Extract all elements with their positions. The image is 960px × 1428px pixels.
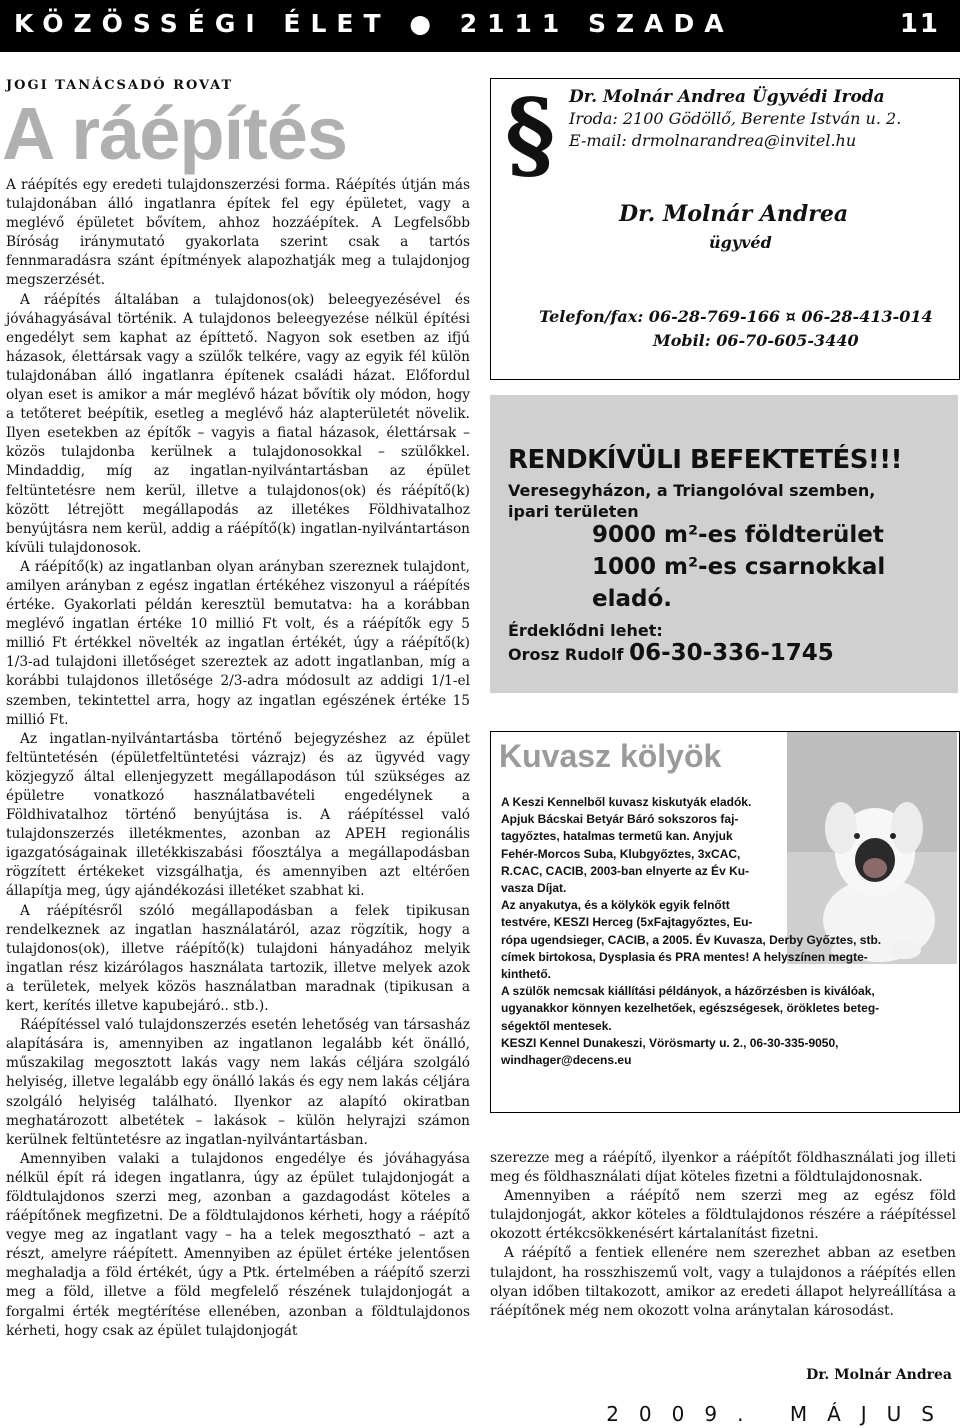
article-left-column xyxy=(6,176,470,1341)
magazine-title: KÖZÖSSÉGI ÉLET ● 2111 SZADA xyxy=(14,9,734,38)
lawyer-email: E-mail: drmolnarandrea@invitel.hu xyxy=(569,131,857,150)
lawyer-office: Dr. Molnár Andrea Ügyvédi Iroda xyxy=(569,87,885,107)
contact-name: Orosz Rudolf xyxy=(508,645,624,664)
location-line: Veresegyházon, a Triangolóval szemben, xyxy=(508,481,876,500)
page-header xyxy=(0,0,960,52)
kuvasz-title: Kuvasz kölyök xyxy=(499,738,722,774)
kuvasz-line: rópa ugendsieger, CACIB, a 2005. Év Kuvasza, Derby Győztes, stb. xyxy=(501,932,882,947)
section-label: JOGI TANÁCSADÓ ROVAT xyxy=(6,78,234,93)
investment-contact xyxy=(508,620,834,666)
lawyer-ad xyxy=(490,78,960,380)
author-signature: Dr. Molnár Andrea xyxy=(806,1367,952,1383)
lawyer-name: Dr. Molnár Andrea xyxy=(619,201,849,227)
kuvasz-line: KESZI Kennel Dunakeszi, Vörösmarty u. 2., 06-30-335-9050, xyxy=(501,1035,839,1050)
kuvasz-line: ségektől mentesek. xyxy=(501,1018,612,1033)
kuvasz-line: testvére, KESZI Herceg (5xFajtagyőztes, Eu- xyxy=(501,915,753,930)
kuvasz-line: windhager@decens.eu xyxy=(501,1053,632,1068)
kuvasz-line: A Keszi Kennelből kuvasz kiskutyák eladók. xyxy=(501,795,752,809)
paragraph: Amennyiben a ráépítő nem szerzi meg az egész föld tulajdonjogát, akkor köteles a földtulajdonos részére a ráépítéssel okozott értékcsökkenésért kártalanítást fizetni. xyxy=(490,1188,956,1243)
issue-date: 2009. MÁJUS xyxy=(606,1402,954,1426)
paragraph: A ráépítő a fentiek ellenére nem szerezhet abban az esetben tulajdont, ha rosszhiszemű volt, vagy a tulajdonos a ráépítés ellen olyan időben tiltakozott, amikor az eredeti állapot helyreállítása a ráépítőnek még nem okozott volna aránytalan károsodást. xyxy=(490,1245,956,1319)
lawyer-address: Iroda: 2100 Gödöllő, Berente István u. 2. xyxy=(569,109,902,128)
page-number: 11 xyxy=(899,9,940,39)
section-sign-icon: § xyxy=(505,78,556,191)
paragraph: A ráépítő(k) az ingatlanban olyan arányban szereznek tulajdont, amilyen arányban z egész ingatlan értékéhez viszonyul a ráépítés értéke. Gyakorlati példán keresztül bemutatva: ha a korábban meglévő ingatlan értéke 10 millió Ft volt, és a ráépítők egy 5 millió Ft értékkel növelték az ingatlan értékét, úgy a ráépítő(k) 1/3-ad tulajdoni illetőséget szereztek az adott ingatlanban, míg a korábbi tulajdonos illetősége 2/3-adra módosult az addigi 1/1-el szemben, tekintettel arra, hogy az ingatlan egészének értéke 15 millió Ft. xyxy=(6,558,470,728)
paragraph: A ráépítés egy eredeti tulajdonszerzési forma. Ráépítés útján más tulajdonában álló ingatlanra építek fel egy épületet, vagy a meglévő épületet bővítem, ahhoz hozzáépítek. A Legfelsőbb Bíróság iránymutató gyakorlata szerint csak a tartós fennmaradásra szánt építmények alapozhatják meg a tulajdonjog megszerzését. xyxy=(6,177,470,289)
lawyer-mobile: Mobil: 06-70-605-3440 xyxy=(653,331,859,350)
contact-label: Érdeklődni lehet: xyxy=(508,621,663,640)
contact-phone: 06-30-336-1745 xyxy=(629,640,834,666)
investment-location xyxy=(508,480,875,522)
kuvasz-line: R.CAC, CACIB, 2003-ban elnyerte az Év Ku- xyxy=(501,863,750,878)
kuvasz-line: Apjuk Bácskai Betyár Báró sokszoros faj- xyxy=(501,812,739,827)
kuvasz-line: ugyanakkor könnyen kezelhetőek, egészségesek, örökletes beteg- xyxy=(501,1001,880,1016)
area-line: 1000 m²-es csarnokkal xyxy=(592,554,886,580)
paragraph: A ráépítésről szóló megállapodásban a felek tipikusan rendelkeznek az ingatlan használatáról, azaz rögzítik, hogy a tulajdonos(ok), illetve ráépítő(k) tulajdoni hányadához melyik ingatlan rész kizárólagos használata tartozik, illetve melyek azok a területek, melyek közös használatban maradnak (tipikusan a kert, kerítés illetve kapubejáró.. stb.). xyxy=(6,902,470,1015)
kuvasz-text xyxy=(501,794,949,1069)
contact-line xyxy=(508,642,834,666)
kuvasz-line: Fehér-Morcos Suba, Klubgyőztes, 3xCAC, xyxy=(501,846,741,861)
kuvasz-line: tagyőztes, hatalmas termetű kan. Anyjuk xyxy=(501,829,733,844)
investment-ad xyxy=(490,395,958,693)
paragraph: Amennyiben valaki a tulajdonos engedélye és jóváhagyása nélkül épít rá idegen ingatlanra, úgy az épület tulajdonjogát a földtulajdonos szerzi meg, azonban a gazdagodást köteles a ráépítőnek megfizetni. De a földtulajdonos kérheti, hogy a ráépítő vegye meg az ingatlant vagy – ha a telek megosztható – azt a részt, amelyre ráépített. Amennyiben az épület értéke jelentősen meghaladja a föld értékét, úgy a Ptk. értelmében a ráépítő szerzi meg a föld, illetve a föld megfelelő részének tulajdonjogát a forgalmi érték megtérítése ellenében, azonban a földtulajdonos kérheti, hogy csak az épület tulajdonjogát xyxy=(6,1150,470,1339)
paragraph: szerezze meg a ráépítő, ilyenkor a ráépítőt földhasználati jog illeti meg és földhasználati díjat köteles fizetni a földtulajdonosnak. xyxy=(490,1150,956,1186)
kuvasz-line: Az anyakutya, és a kölykök egyik felnőtt xyxy=(501,898,730,913)
article-right-column xyxy=(490,1149,956,1321)
area-line: 9000 m²-es földterület xyxy=(592,522,884,548)
article-title: A ráépítés xyxy=(2,92,348,175)
kuvasz-line: A szülők nemcsak kiállítási példányok, a házőrzésben is kiválóak, xyxy=(501,984,875,999)
investment-headline: RENDKÍVÜLI BEFEKTETÉS!!! xyxy=(508,445,903,475)
lawyer-phone: Telefon/fax: 06-28-769-166 ¤ 06-28-413-014 xyxy=(539,307,933,326)
paragraph: Az ingatlan-nyilvántartásba történő bejegyzéshez az épület feltüntetésén (épületfeltüntetési vázrajz) és az ügyvéd vagy közjegyző által ellenjegyzett megállapodáson túl szükséges az épületre vonatkozó használatbavételi engedélynek a Földhivatalhoz történő benyújtása is. A ráépítéssel való tulajdonszerzés illetékmentes, azonban az APEH regionális igazgatóságainak illetékkiszabási főosztálya a megállapodásban rögzített értékeket vizsgálhatja, és amennyiben azt eltérően állapítja meg, úgy ajándékozási illetéket szabhat ki. xyxy=(6,730,470,900)
kuvasz-line: kinthető. xyxy=(501,967,551,982)
paragraph: A ráépítés általában a tulajdonos(ok) beleegyezésével és jóváhagyásával történik. A tulajdonos beleegyezése nélkül építési engedélyt sem kaphat az építtető. Nagyon sok esetben az ifjú házasok, élettársak vagy a szülők telkére, vagy az egyik fél külön tulajdonában álló ingatlanra építenek családi házat. Előfordul olyan eset is amikor a már meglévő házat bővítik oly módon, hogy a tetőteret beépítik, esetleg a meglévő ház alapterületét növelik. Ilyen esetekben az építők – vagyis a fiatal házasok, élettársak – közös tulajdonba kerülnek a tulajdonosokkal – szülőkkel. Mindaddig, míg az ingatlan-nyilvántartásban az épület feltüntetésre nem kerül, illetve a tulajdonos(ok) és ráépítő(k) között létrejött megállapodás az illetékes Földhivatalhoz benyújtásra nem kerül, addig a ráépítő(k) ingatlan-nyilvántartáson kívüli tulajdonosok. xyxy=(6,291,470,556)
lawyer-role: ügyvéd xyxy=(709,233,772,252)
kuvasz-ad xyxy=(490,731,960,1113)
investment-area xyxy=(592,519,885,615)
location-line: ipari területen xyxy=(508,502,639,521)
kuvasz-line: vasza Díjat. xyxy=(501,881,567,896)
kuvasz-line: címek birtokosa, Dysplasia és PRA mentes! A helyszínen megte- xyxy=(501,949,868,964)
paragraph: Ráépítéssel való tulajdonszerzés esetén lehetőség van társasház alapítására is, amennyiben az ingatlanon legalább két önálló, műszakilag megosztott lakás vagy nem lakás céljára szolgáló helyiség, illetve legalább egy önálló lakás és egy nem lakás céljára szolgáló helyiség található. Ilyenkor az alapító okiratban meghatározott albetétek – lakások – külön helyrajzi számon kerülnek feltüntetésre az ingatlan-nyilvántartásban. xyxy=(6,1017,470,1148)
area-line: eladó. xyxy=(592,586,673,612)
